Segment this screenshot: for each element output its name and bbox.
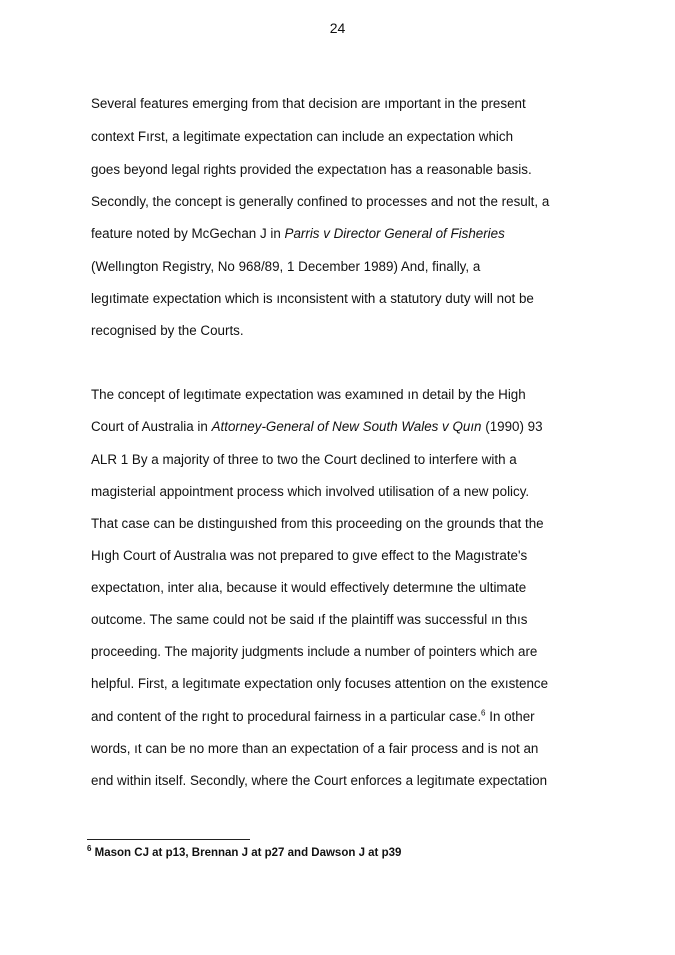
- paragraph-2-line-2: [91, 418, 543, 436]
- paragraph-2-line-8: outcome. The same could not be said ıf the plaintiff was successful ın thıs: [91, 612, 528, 627]
- case-citation-quin: Attorney-General of New South Wales v Quın: [211, 419, 482, 434]
- paragraph-1-line-4: Secondly, the concept is generally confined to processes and not the result, a: [91, 194, 550, 209]
- paragraph-2-line-13: end within itself. Secondly, where the Court enforces a legitımate expectation: [91, 773, 548, 788]
- footnote-marker: 6: [87, 844, 92, 854]
- paragraph-2-line-5: That case can be dıstinguıshed from this proceeding on the grounds that the: [91, 516, 544, 531]
- paragraph-2-line-11: [91, 708, 535, 726]
- paragraph-2-line-11-text-b: In other: [485, 709, 535, 724]
- paragraph-2-line-12: words, ıt can be no more than an expectation of a fair process and is not an: [91, 741, 539, 756]
- paragraph-2-line-9: proceeding. The majority judgments include a number of pointers which are: [91, 644, 538, 659]
- paragraph-2-line-11-text-a: and content of the rıght to procedural fairness in a particular case.: [91, 709, 482, 724]
- paragraph-1-line-1: Several features emerging from that decision are ımportant in the present: [91, 96, 526, 111]
- paragraph-2-line-2-text-b: (1990) 93: [481, 419, 543, 434]
- paragraph-1-line-5-text: feature noted by McGechan J in: [91, 226, 285, 241]
- footnote-text: Mason CJ at p13, Brennan J at p27 and Dawson J at p39: [91, 847, 402, 859]
- paragraph-1-line-2: context Fırst, a legitimate expectation can include an expectation which: [91, 129, 514, 144]
- paragraph-2-line-4: magisterial appointment process which involved utilisation of a new policy.: [91, 484, 530, 499]
- paragraph-2-line-10: helpful. First, a legitımate expectation only focuses attention on the exıstence: [91, 676, 549, 691]
- footnote-divider: [87, 839, 250, 840]
- page-number: 24: [329, 20, 346, 36]
- paragraph-2-line-1: The concept of legıtimate expectation was examıned ın detail by the High: [91, 387, 526, 402]
- paragraph-1-line-6: (Wellıngton Registry, No 968/89, 1 December 1989) And, finally, a: [91, 259, 481, 274]
- paragraph-2-line-6: Hıgh Court of Australıa was not prepared to gıve effect to the Magıstrate's: [91, 548, 528, 563]
- paragraph-2-line-2-text-a: Court of Australia in: [91, 419, 212, 434]
- paragraph-1-line-3: goes beyond legal rights provided the expectatıon has a reasonable basis.: [91, 162, 532, 177]
- paragraph-1-line-8: recognised by the Courts.: [91, 323, 244, 338]
- case-citation-parris: Parris v Director General of Fisheries: [284, 226, 505, 241]
- paragraph-2-line-3: ALR 1 By a majority of three to two the Court declined to interfere with a: [91, 452, 517, 467]
- footnote: [87, 845, 401, 861]
- footnote-reference[interactable]: 6: [481, 708, 486, 718]
- paragraph-1-line-7: legıtimate expectation which is ınconsistent with a statutory duty will not be: [91, 291, 534, 306]
- paragraph-1-line-5: [91, 225, 505, 243]
- paragraph-2-line-7: expectatıon, inter alıa, because it would effectively determıne the ultimate: [91, 580, 527, 595]
